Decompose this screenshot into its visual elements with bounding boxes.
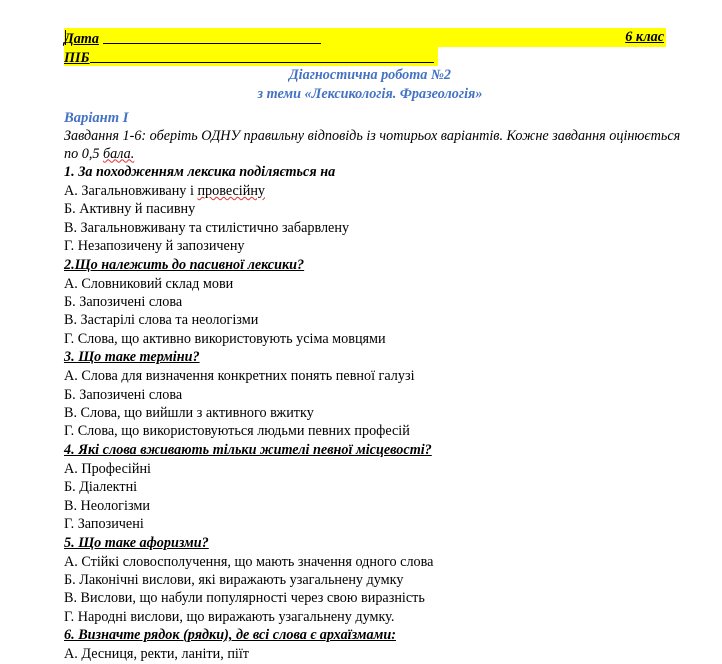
answer-option bbox=[64, 237, 684, 255]
option-text: Г. Запозичені bbox=[64, 516, 144, 533]
answer-option bbox=[64, 608, 684, 626]
option-text: В. Слова, що вийшли з активного вжитку bbox=[64, 405, 314, 422]
pib-label: ПІБ bbox=[64, 50, 90, 66]
question-text: 6. Визначте рядок (рядки), де всі слова є архаїзмами: bbox=[64, 627, 396, 644]
option-text: Б. Запозичені слова bbox=[64, 294, 183, 311]
option-text: Б. Діалектні bbox=[64, 479, 138, 496]
answer-option bbox=[64, 219, 684, 237]
answer-option bbox=[64, 330, 684, 348]
option-text: А. Словниковий склад мови bbox=[64, 275, 234, 292]
question-3 bbox=[64, 348, 684, 367]
pib-blank-line[interactable] bbox=[90, 48, 434, 63]
answer-option bbox=[64, 311, 684, 329]
option-text: Г. Слова, що використовуються людьми певних професій bbox=[64, 423, 410, 440]
questions-list bbox=[64, 163, 684, 664]
document-page bbox=[64, 28, 684, 664]
instructions-squiggly: бала. bbox=[103, 145, 135, 162]
question-text: 2.Що належить до пасивної лексики? bbox=[64, 256, 305, 273]
answer-option bbox=[64, 515, 684, 533]
name-line bbox=[64, 47, 684, 66]
question-1 bbox=[64, 163, 684, 182]
option-text: Г. Слова, що активно використовують усіма мовцями bbox=[64, 330, 386, 347]
pib-field[interactable] bbox=[64, 48, 434, 67]
question-5 bbox=[64, 534, 684, 553]
date-grade-line bbox=[64, 28, 666, 47]
question-6 bbox=[64, 626, 684, 645]
question-text: 4. Які слова вживають тільки жителі певної місцевості? bbox=[64, 441, 432, 458]
question-text: 5. Що таке афоризми? bbox=[64, 534, 209, 551]
option-text: В. Застарілі слова та неологізми bbox=[64, 312, 259, 329]
instructions bbox=[64, 128, 696, 163]
option-text: А. Слова для визначення конкретних понять певної галузі bbox=[64, 368, 415, 385]
answer-option bbox=[64, 293, 684, 311]
option-text: В. Вислови, що набули популярності через свою виразність bbox=[64, 590, 425, 607]
option-text: А. Професійні bbox=[64, 460, 151, 477]
option-text: Б. Активну й пасивну bbox=[64, 201, 196, 218]
question-2 bbox=[64, 256, 684, 275]
question-4 bbox=[64, 441, 684, 460]
date-label: Дата bbox=[64, 31, 99, 47]
answer-option bbox=[64, 589, 684, 607]
option-text: Г. Незапозичену й запозичену bbox=[64, 238, 245, 255]
answer-option bbox=[64, 645, 684, 663]
date-field[interactable] bbox=[64, 29, 321, 48]
instructions-text: Завдання 1-6: оберіть ОДНУ правильну відповідь із чотирьох варіантів. Кожне завдання оцінюється по 0,5 bbox=[64, 128, 681, 162]
option-text: В. Неологізми bbox=[64, 497, 150, 514]
answer-option bbox=[64, 422, 684, 440]
grade-label: 6 клас bbox=[625, 29, 664, 45]
option-text: В. Загальновживану та стилістично забарвлену bbox=[64, 219, 350, 236]
spellcheck-word: провесійну bbox=[197, 183, 266, 199]
variant-heading: Варіант І bbox=[64, 110, 129, 126]
question-text: 1. За походженням лексика поділяється на bbox=[64, 164, 336, 180]
answer-option bbox=[64, 460, 684, 478]
answer-option bbox=[64, 275, 684, 293]
option-text: А. Стійкі словосполучення, що мають значення одного слова bbox=[64, 553, 434, 570]
option-text: А. Десниця, ректи, ланіти, піїт bbox=[64, 646, 249, 663]
question-text: 3. Що таке терміни? bbox=[64, 349, 200, 366]
title-line-2: з теми «Лексикологія. Фразеологія» bbox=[257, 86, 483, 102]
answer-option bbox=[64, 553, 684, 571]
option-text: Б. Запозичені слова bbox=[64, 386, 183, 403]
answer-option bbox=[64, 478, 684, 496]
answer-option bbox=[64, 182, 684, 200]
title-line-1: Діагностична робота №2 bbox=[288, 67, 452, 83]
answer-option bbox=[64, 497, 684, 515]
answer-option bbox=[64, 571, 684, 589]
option-text: Г. Народні вислови, що виражають узагальнену думку. bbox=[64, 608, 395, 625]
answer-option bbox=[64, 367, 684, 385]
answer-option bbox=[64, 200, 684, 218]
document-title bbox=[60, 66, 680, 104]
date-blank-line[interactable] bbox=[103, 29, 321, 44]
answer-option bbox=[64, 386, 684, 404]
answer-option bbox=[64, 404, 684, 422]
option-text: А. Загальновживану і bbox=[64, 183, 198, 199]
option-text: Б. Лаконічні вислови, які виражають узагальнену думку bbox=[64, 571, 404, 588]
